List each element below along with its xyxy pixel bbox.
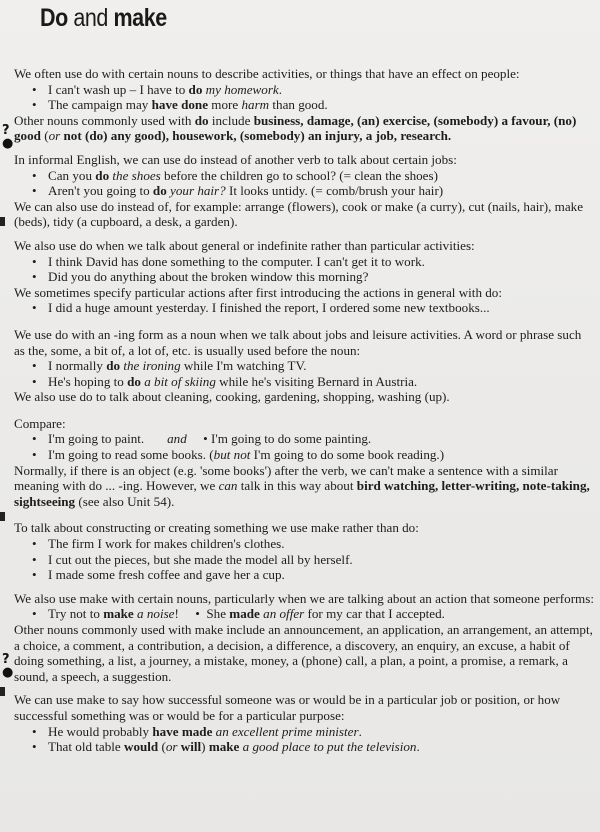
section-7-intro: We also use make with certain nouns, particularly when we are talking about an action that someone performs:	[14, 590, 594, 606]
example-item: • I cut out the pieces, but she made the model all by herself.	[14, 552, 594, 568]
example-item: • I made some fresh coffee and gave her a cup.	[14, 567, 594, 583]
margin-tab-icon	[0, 217, 5, 226]
section-6-intro: To talk about constructing or creating something we use make rather than do:	[14, 520, 419, 536]
example-item: • Can you do the shoes before the children go to school? (= clean the shoes)	[14, 168, 594, 184]
warning-marker-icon: ? ●	[2, 123, 14, 151]
section-5-examples	[14, 447, 594, 463]
page-title	[40, 4, 167, 33]
section-2-intro: In informal English, we can use do instead of another verb to talk about certain jobs:	[14, 151, 457, 167]
section-6-examples	[14, 536, 594, 583]
title-make: make	[113, 4, 167, 32]
compare-pair: • I'm going to paint. and • I'm going to do some painting.	[14, 431, 594, 447]
section-4-examples	[14, 358, 594, 389]
example-item: • He would probably have made an excellent prime minister.	[14, 724, 594, 740]
section-3-intro: We also use do when we talk about general or indefinite rather than particular activities:	[14, 237, 475, 253]
section-2-also: We can also use do instead of, for example: arrange (flowers), cook or make (a curry), cut (nails, hair), make (beds), tidy (a cupboard, a desk, a garden).	[14, 198, 584, 230]
section-1-examples	[14, 82, 594, 113]
section-8-intro: We can use make to say how successful someone was or would be in a particular job or position, or how successful something was or would be for a particular purpose:	[14, 692, 561, 723]
make-pair: • Try not to make a noise! • She made an offer for my car that I accepted.	[14, 606, 594, 622]
body-text	[14, 66, 594, 755]
example-item: • That old table would (or will) make a good place to put the television.	[14, 739, 594, 755]
example-item: • I did a huge amount yesterday. I finished the report, I ordered some new textbooks...	[14, 300, 594, 316]
example-item: • The campaign may have done more harm than good.	[14, 97, 594, 113]
section-2-examples	[14, 168, 594, 199]
section-1-other-nouns: Other nouns commonly used with do include business, damage, (an) exercise, (somebody) a favour, (no) good (or not (do) any good), housework, (somebody) an injury, a job, research.	[14, 112, 577, 144]
section-5-compare: Compare:	[14, 415, 66, 431]
section-3-examples	[14, 254, 594, 285]
example-item: • He's hoping to do a bit of skiing while he's visiting Bernard in Austria.	[14, 374, 594, 390]
example-item: • I can't wash up – I have to do my homework.	[14, 82, 594, 98]
section-5-normally: Normally, if there is an object (e.g. 'some books') after the verb, we can't make a sentence with a similar meaning with do ... -ing. However, we can talk in this way about bird watching, letter-writing, note-taking, sightseeing (see also Unit 54).	[14, 462, 590, 509]
example-item: • I normally do the ironing while I'm watching TV.	[14, 358, 594, 374]
section-7-other-nouns: Other nouns commonly used with make include an announcement, an application, an arrangement, an attempt, a choice, a comment, a contribution, a decision, a difference, a discovery, an enquiry, an excuse, a habit of doing something, a list, a journey, a mistake, money, a (phone) call, a plan, a point, a promise, a remark, a sound, a speech, a suggestion.	[14, 622, 593, 684]
example-item: • I'm going to read some books. (but not I'm going to do some book reading.)	[14, 447, 594, 463]
section-3-specify: We sometimes specify particular actions after first introducing the actions in general with do:	[14, 284, 502, 300]
title-and: and	[67, 4, 114, 32]
example-item: • Did you do anything about the broken window this morning?	[14, 269, 594, 285]
margin-tab-icon	[0, 687, 5, 696]
section-4-intro: We use do with an -ing form as a noun when we talk about jobs and leisure activities. A word or phrase such as the, some, a bit of, a lot of, etc. is usually used before the noun:	[14, 326, 582, 358]
warning-marker-icon: ? ●	[2, 652, 14, 680]
section-3-example-list	[14, 300, 594, 316]
title-do: Do	[40, 4, 68, 32]
section-8-examples	[14, 724, 594, 755]
example-item: • I think David has done something to the computer. I can't get it to work.	[14, 254, 594, 270]
margin-tab-icon	[0, 512, 5, 521]
example-item: • The firm I work for makes children's clothes.	[14, 536, 594, 552]
section-4-also: We also use do to talk about cleaning, cooking, gardening, shopping, washing (up).	[14, 389, 450, 405]
section-1-intro: We often use do with certain nouns to describe activities, or things that have an effect on people:	[14, 66, 520, 81]
example-item: • Aren't you going to do your hair? It looks untidy. (= comb/brush your hair)	[14, 183, 594, 199]
